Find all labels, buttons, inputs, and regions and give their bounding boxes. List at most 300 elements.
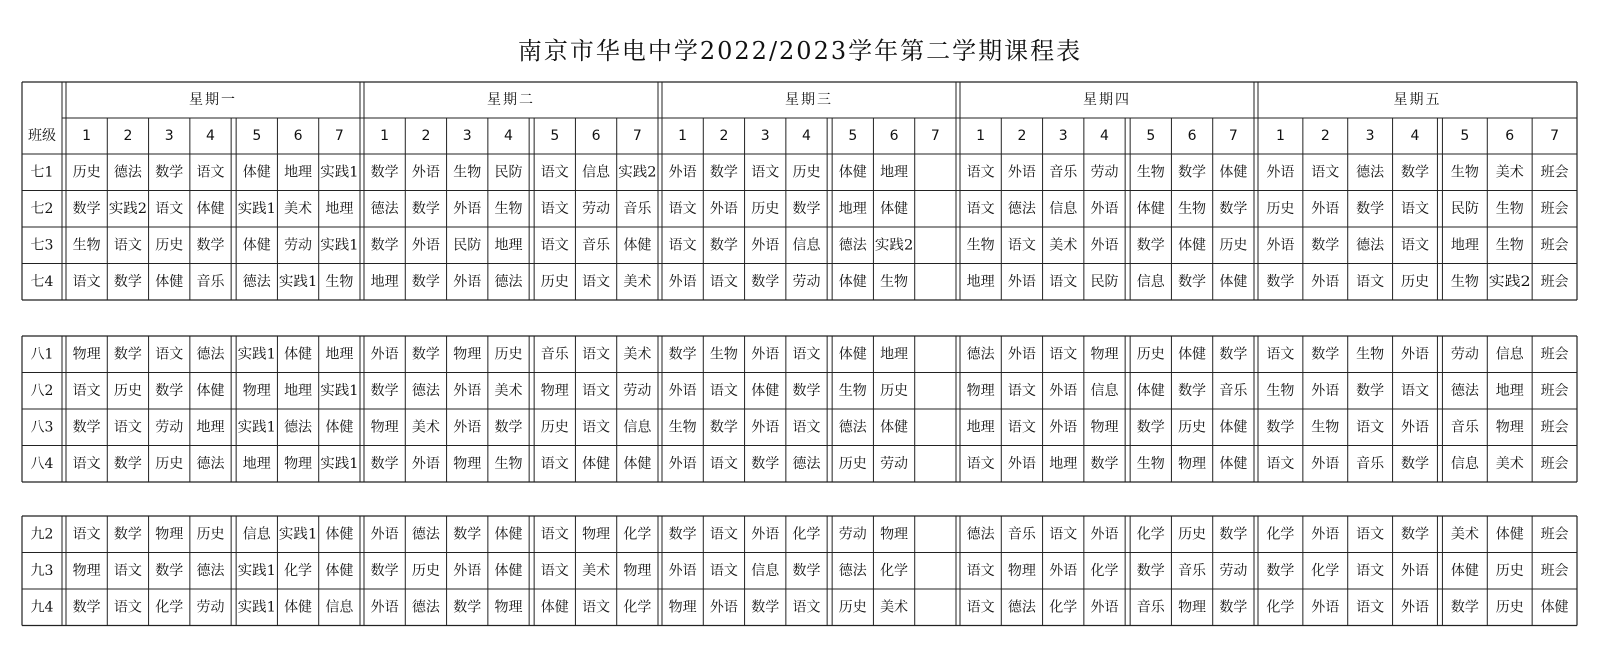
class-name: 七3 [30,237,54,254]
subject-cell: 班会 [1540,164,1569,181]
subject-cell: 外语 [1049,562,1078,579]
subject-cell: 德法 [113,164,142,181]
subject-cell: 体健 [242,164,271,181]
subject-cell: 实践1 [320,455,358,472]
subject-cell: 语文 [709,455,738,472]
subject-cell: 劳动 [880,455,909,472]
subject-cell: 美术 [1450,526,1479,543]
subject-cell: 数学 [411,200,440,217]
subject-cell: 德法 [1356,164,1385,181]
subject-cell: 实践1 [237,599,275,616]
period-number: 6 [1187,128,1197,144]
subject-cell: 体健 [1136,382,1165,399]
subject-cell: 化学 [284,562,313,579]
subject-cell: 数学 [1266,562,1295,579]
subject-cell: 民防 [1450,200,1479,217]
subject-cell: 劳动 [1450,346,1479,363]
period-number: 5 [550,128,560,144]
subject-cell: 历史 [494,346,523,363]
subject-cell: 数学 [370,562,399,579]
subject-cell: 德法 [370,200,399,217]
period-number: 1 [976,128,986,144]
day-header-3: 星期三 [785,92,833,108]
subject-cell: 德法 [838,419,867,436]
subject-cell: 生物 [1450,273,1479,290]
subject-cell: 生物 [838,382,867,399]
subject-cell: 德法 [966,526,995,543]
subject-cell: 美术 [1495,164,1524,181]
subject-cell: 语文 [540,237,569,254]
subject-cell: 数学 [72,419,101,436]
period-number: 1 [82,128,92,144]
period-number: 4 [802,128,811,144]
subject-cell: 数学 [792,200,821,217]
subject-cell: 体健 [1219,164,1248,181]
subject-cell: 民防 [453,237,482,254]
subject-cell: 语文 [582,419,611,436]
class-name: 七1 [30,164,54,181]
subject-cell: 生物 [1450,164,1479,181]
subject-cell: 地理 [966,419,995,436]
subject-cell: 外语 [1401,599,1429,616]
subject-cell: 外语 [668,455,697,472]
subject-cell: 物理 [72,346,101,363]
subject-cell: 物理 [284,455,313,472]
subject-cell: 历史 [1495,562,1524,579]
period-number: 3 [760,128,770,144]
subject-cell: 体健 [494,526,523,543]
subject-cell: 数学 [1356,200,1385,217]
subject-cell: 体健 [1450,562,1479,579]
subject-cell: 班会 [1540,455,1569,472]
subject-cell: 数学 [1219,599,1248,616]
subject-cell: 数学 [155,164,184,181]
period-number: 3 [1365,128,1375,144]
period-number: 4 [1410,128,1420,144]
period-number: 7 [1228,128,1238,144]
subject-cell: 历史 [540,419,569,436]
subject-cell: 物理 [453,346,482,363]
subject-cell: 实践1 [320,382,358,399]
subject-cell: 语文 [113,237,142,254]
subject-cell: 地理 [284,164,313,181]
subject-cell: 语文 [792,599,821,616]
period-number: 6 [591,128,601,144]
class-name: 九2 [30,526,54,543]
subject-cell: 外语 [453,200,482,217]
subject-cell: 德法 [196,455,225,472]
subject-cell: 物理 [966,382,995,399]
subject-cell: 体健 [838,346,867,363]
subject-cell: 信息 [623,419,652,436]
subject-cell: 德法 [838,237,867,254]
subject-cell: 物理 [155,526,184,543]
subject-cell: 劳动 [792,273,821,290]
subject-cell: 语文 [1049,273,1078,290]
subject-cell: 班会 [1540,526,1569,543]
subject-cell: 历史 [1266,200,1295,217]
subject-cell: 化学 [623,526,652,543]
subject-cell: 生物 [1136,455,1165,472]
subject-cell: 数学 [370,237,399,254]
subject-cell: 音乐 [1136,599,1165,616]
subject-cell: 体健 [196,200,225,217]
subject-cell: 语文 [1311,164,1340,181]
period-number: 2 [123,128,133,144]
subject-cell: 语文 [582,382,611,399]
subject-cell: 外语 [751,419,780,436]
subject-cell: 历史 [113,382,142,399]
subject-cell: 德法 [494,273,523,290]
subject-cell: 物理 [1495,419,1524,436]
subject-cell: 历史 [1401,273,1429,290]
subject-cell: 音乐 [582,237,611,254]
subject-cell: 数学 [113,526,142,543]
class-name: 七4 [30,273,54,290]
subject-cell: 实践1 [237,562,275,579]
subject-cell: 美术 [880,599,909,616]
class-name: 九4 [30,599,54,616]
subject-cell: 体健 [838,273,867,290]
subject-cell: 语文 [540,164,569,181]
subject-cell: 外语 [1090,599,1119,616]
subject-cell: 实践1 [237,200,275,217]
subject-cell: 数学 [411,346,440,363]
period-number: 7 [632,128,642,144]
subject-cell: 语文 [1401,382,1429,399]
subject-cell: 数学 [1356,382,1385,399]
subject-cell: 生物 [1178,200,1207,217]
subject-cell: 数学 [668,526,697,543]
subject-cell: 历史 [411,562,440,579]
subject-cell: 历史 [1178,419,1207,436]
subject-cell: 物理 [242,382,271,399]
subject-cell: 数学 [1401,526,1429,543]
subject-cell: 外语 [1311,599,1340,616]
period-number: 5 [1460,128,1470,144]
period-number: 1 [678,128,688,144]
subject-cell: 劳动 [1219,562,1248,579]
subject-cell: 数学 [370,164,399,181]
class-name: 八3 [30,419,54,436]
period-number: 2 [1017,128,1027,144]
subject-cell: 数学 [751,455,780,472]
subject-cell: 德法 [411,599,440,616]
subject-cell: 外语 [453,562,482,579]
subject-cell: 体健 [1219,419,1248,436]
subject-cell: 德法 [792,455,821,472]
subject-cell: 语文 [196,164,225,181]
period-number: 5 [1146,128,1156,144]
subject-cell: 实践2 [108,200,146,217]
subject-cell: 体健 [1178,237,1207,254]
subject-cell: 数学 [196,237,225,254]
subject-cell: 化学 [792,526,821,543]
subject-cell: 数学 [1178,382,1207,399]
subject-cell: 外语 [1007,346,1036,363]
subject-cell: 信息 [242,526,271,543]
subject-cell: 实践1 [320,164,358,181]
subject-cell: 历史 [880,382,909,399]
period-number: 3 [462,128,472,144]
subject-cell: 实践2 [618,164,656,181]
subject-cell: 语文 [709,562,738,579]
subject-cell: 数学 [113,346,142,363]
subject-cell: 外语 [1311,273,1340,290]
day-header-5: 星期五 [1393,92,1442,108]
subject-cell: 物理 [540,382,569,399]
subject-cell: 语文 [540,562,569,579]
subject-cell: 数学 [792,562,821,579]
subject-cell: 劳动 [1090,164,1119,181]
subject-cell: 化学 [1266,526,1295,543]
subject-cell: 外语 [1049,382,1078,399]
subject-cell: 历史 [540,273,569,290]
subject-cell: 劳动 [196,599,225,616]
subject-cell: 数学 [113,273,142,290]
subject-cell: 语文 [709,382,738,399]
subject-cell: 实践1 [278,273,316,290]
subject-cell: 语文 [966,164,995,181]
subject-cell: 外语 [1311,526,1340,543]
subject-cell: 信息 [1136,273,1165,290]
subject-cell: 外语 [1007,273,1036,290]
subject-cell: 数学 [1311,237,1340,254]
subject-cell: 语文 [1356,419,1385,436]
subject-cell: 体健 [880,200,909,217]
subject-cell: 外语 [751,526,780,543]
subject-cell: 数学 [1219,526,1248,543]
period-number: 6 [889,128,899,144]
subject-cell: 数学 [1266,273,1295,290]
subject-cell: 音乐 [540,346,569,363]
subject-cell: 地理 [1495,382,1524,399]
class-name: 七2 [30,200,54,217]
subject-cell: 语文 [540,526,569,543]
subject-cell: 实践1 [320,237,358,254]
subject-cell: 德法 [1356,237,1385,254]
class-header-label: 班级 [28,128,56,144]
subject-cell: 地理 [370,273,399,290]
subject-cell: 外语 [668,273,697,290]
subject-cell: 音乐 [1219,382,1248,399]
subject-cell: 生物 [668,419,697,436]
subject-cell: 美术 [623,346,652,363]
subject-cell: 劳动 [582,200,611,217]
period-number: 1 [1275,128,1285,144]
subject-cell: 数学 [411,273,440,290]
subject-cell: 体健 [155,273,184,290]
page-title: 南京市华电中学2022/2023学年第二学期课程表 [517,37,1083,65]
subject-cell: 物理 [880,526,909,543]
subject-cell: 语文 [113,599,142,616]
subject-cell: 数学 [792,382,821,399]
subject-cell: 语文 [709,526,738,543]
subject-cell: 地理 [966,273,995,290]
subject-cell: 物理 [370,419,399,436]
subject-cell: 信息 [1090,382,1119,399]
subject-cell: 劳动 [623,382,652,399]
subject-cell: 数学 [709,164,738,181]
subject-cell: 体健 [1495,526,1524,543]
subject-cell: 地理 [1049,455,1078,472]
subject-cell: 语文 [155,200,184,217]
subject-cell: 美术 [494,382,523,399]
subject-cell: 化学 [880,562,909,579]
subject-cell: 体健 [1219,273,1248,290]
subject-cell: 体健 [325,562,354,579]
subject-cell: 体健 [1219,455,1248,472]
subject-cell: 历史 [1178,526,1207,543]
subject-cell: 德法 [242,273,271,290]
subject-cell: 数学 [155,562,184,579]
subject-cell: 数学 [709,237,738,254]
subject-cell: 数学 [668,346,697,363]
subject-cell: 班会 [1540,419,1569,436]
subject-cell: 地理 [242,455,271,472]
subject-cell: 化学 [1266,599,1295,616]
subject-cell: 生物 [453,164,482,181]
subject-cell: 实践1 [278,526,316,543]
subject-cell: 语文 [582,273,611,290]
subject-cell: 生物 [966,237,995,254]
period-number: 5 [848,128,858,144]
subject-cell: 化学 [1090,562,1119,579]
subject-cell: 生物 [72,237,101,254]
period-number: 7 [930,128,940,144]
period-number: 5 [252,128,262,144]
subject-cell: 班会 [1540,382,1569,399]
subject-cell: 数学 [1090,455,1119,472]
subject-cell: 体健 [284,599,313,616]
subject-cell: 化学 [1136,526,1165,543]
subject-cell: 信息 [751,562,780,579]
period-number: 2 [719,128,729,144]
subject-cell: 生物 [494,200,523,217]
subject-cell: 体健 [242,237,271,254]
subject-cell: 班会 [1540,237,1569,254]
subject-cell: 外语 [1090,200,1119,217]
subject-cell: 美术 [284,200,313,217]
subject-cell: 地理 [880,346,909,363]
subject-cell: 地理 [880,164,909,181]
period-number: 4 [1100,128,1109,144]
subject-cell: 外语 [1049,419,1078,436]
subject-cell: 历史 [72,164,101,181]
subject-cell: 数学 [1136,419,1165,436]
subject-cell: 物理 [668,599,697,616]
subject-cell: 外语 [1401,419,1429,436]
subject-cell: 外语 [370,526,399,543]
subject-cell: 外语 [1311,200,1340,217]
subject-cell: 语文 [966,599,995,616]
subject-cell: 生物 [1311,419,1340,436]
subject-cell: 实践1 [237,419,275,436]
subject-cell: 实践2 [874,237,912,254]
subject-cell: 数学 [709,419,738,436]
subject-cell: 语文 [72,455,101,472]
subject-cell: 德法 [284,419,313,436]
subject-cell: 班会 [1540,346,1569,363]
subject-cell: 语文 [540,200,569,217]
subject-cell: 历史 [1495,599,1524,616]
period-number: 1 [380,128,390,144]
subject-cell: 语文 [72,382,101,399]
subject-cell: 音乐 [1356,455,1385,472]
subject-cell: 外语 [668,164,697,181]
subject-cell: 数学 [1178,164,1207,181]
subject-cell: 生物 [325,273,354,290]
subject-cell: 班会 [1540,562,1569,579]
subject-cell: 语文 [668,200,697,217]
subject-cell: 外语 [751,346,780,363]
subject-cell: 外语 [411,455,440,472]
day-header-1: 星期一 [189,92,237,108]
subject-cell: 化学 [1311,562,1340,579]
subject-cell: 语文 [792,346,821,363]
subject-cell: 外语 [411,237,440,254]
subject-cell: 物理 [1007,562,1036,579]
subject-cell: 语文 [582,346,611,363]
subject-cell: 语文 [72,273,101,290]
day-header-4: 星期四 [1083,92,1131,108]
period-number: 7 [1550,128,1560,144]
subject-cell: 体健 [1178,346,1207,363]
subject-cell: 语文 [1401,200,1429,217]
subject-cell: 外语 [751,237,780,254]
subject-cell: 物理 [1178,599,1207,616]
subject-cell: 历史 [196,526,225,543]
subject-cell: 外语 [370,599,399,616]
subject-cell: 美术 [1495,455,1524,472]
period-number: 2 [1320,128,1330,144]
subject-cell: 德法 [196,562,225,579]
subject-cell: 外语 [453,419,482,436]
subject-cell: 语文 [1356,599,1385,616]
period-number: 3 [164,128,174,144]
class-name: 九3 [30,562,54,579]
subject-cell: 地理 [284,382,313,399]
subject-cell: 外语 [1401,346,1429,363]
subject-cell: 历史 [838,599,867,616]
subject-cell: 数学 [453,526,482,543]
subject-cell: 语文 [1401,237,1429,254]
subject-cell: 音乐 [1007,526,1036,543]
subject-cell: 物理 [582,526,611,543]
subject-cell: 外语 [1266,164,1295,181]
subject-cell: 体健 [325,526,354,543]
subject-cell: 历史 [1136,346,1165,363]
subject-cell: 生物 [1266,382,1295,399]
subject-cell: 外语 [1311,455,1340,472]
subject-cell: 班会 [1540,200,1569,217]
subject-cell: 德法 [1007,599,1036,616]
period-number: 6 [1505,128,1515,144]
subject-cell: 数学 [1401,455,1429,472]
subject-cell: 语文 [1007,382,1036,399]
subject-cell: 生物 [1356,346,1385,363]
subject-cell: 历史 [155,455,184,472]
subject-cell: 语文 [668,237,697,254]
subject-cell: 美术 [582,562,611,579]
subject-cell: 语文 [582,599,611,616]
period-number: 7 [334,128,344,144]
subject-cell: 外语 [453,382,482,399]
subject-cell: 数学 [155,382,184,399]
subject-cell: 化学 [623,599,652,616]
subject-cell: 数学 [1266,419,1295,436]
subject-cell: 外语 [1090,237,1119,254]
